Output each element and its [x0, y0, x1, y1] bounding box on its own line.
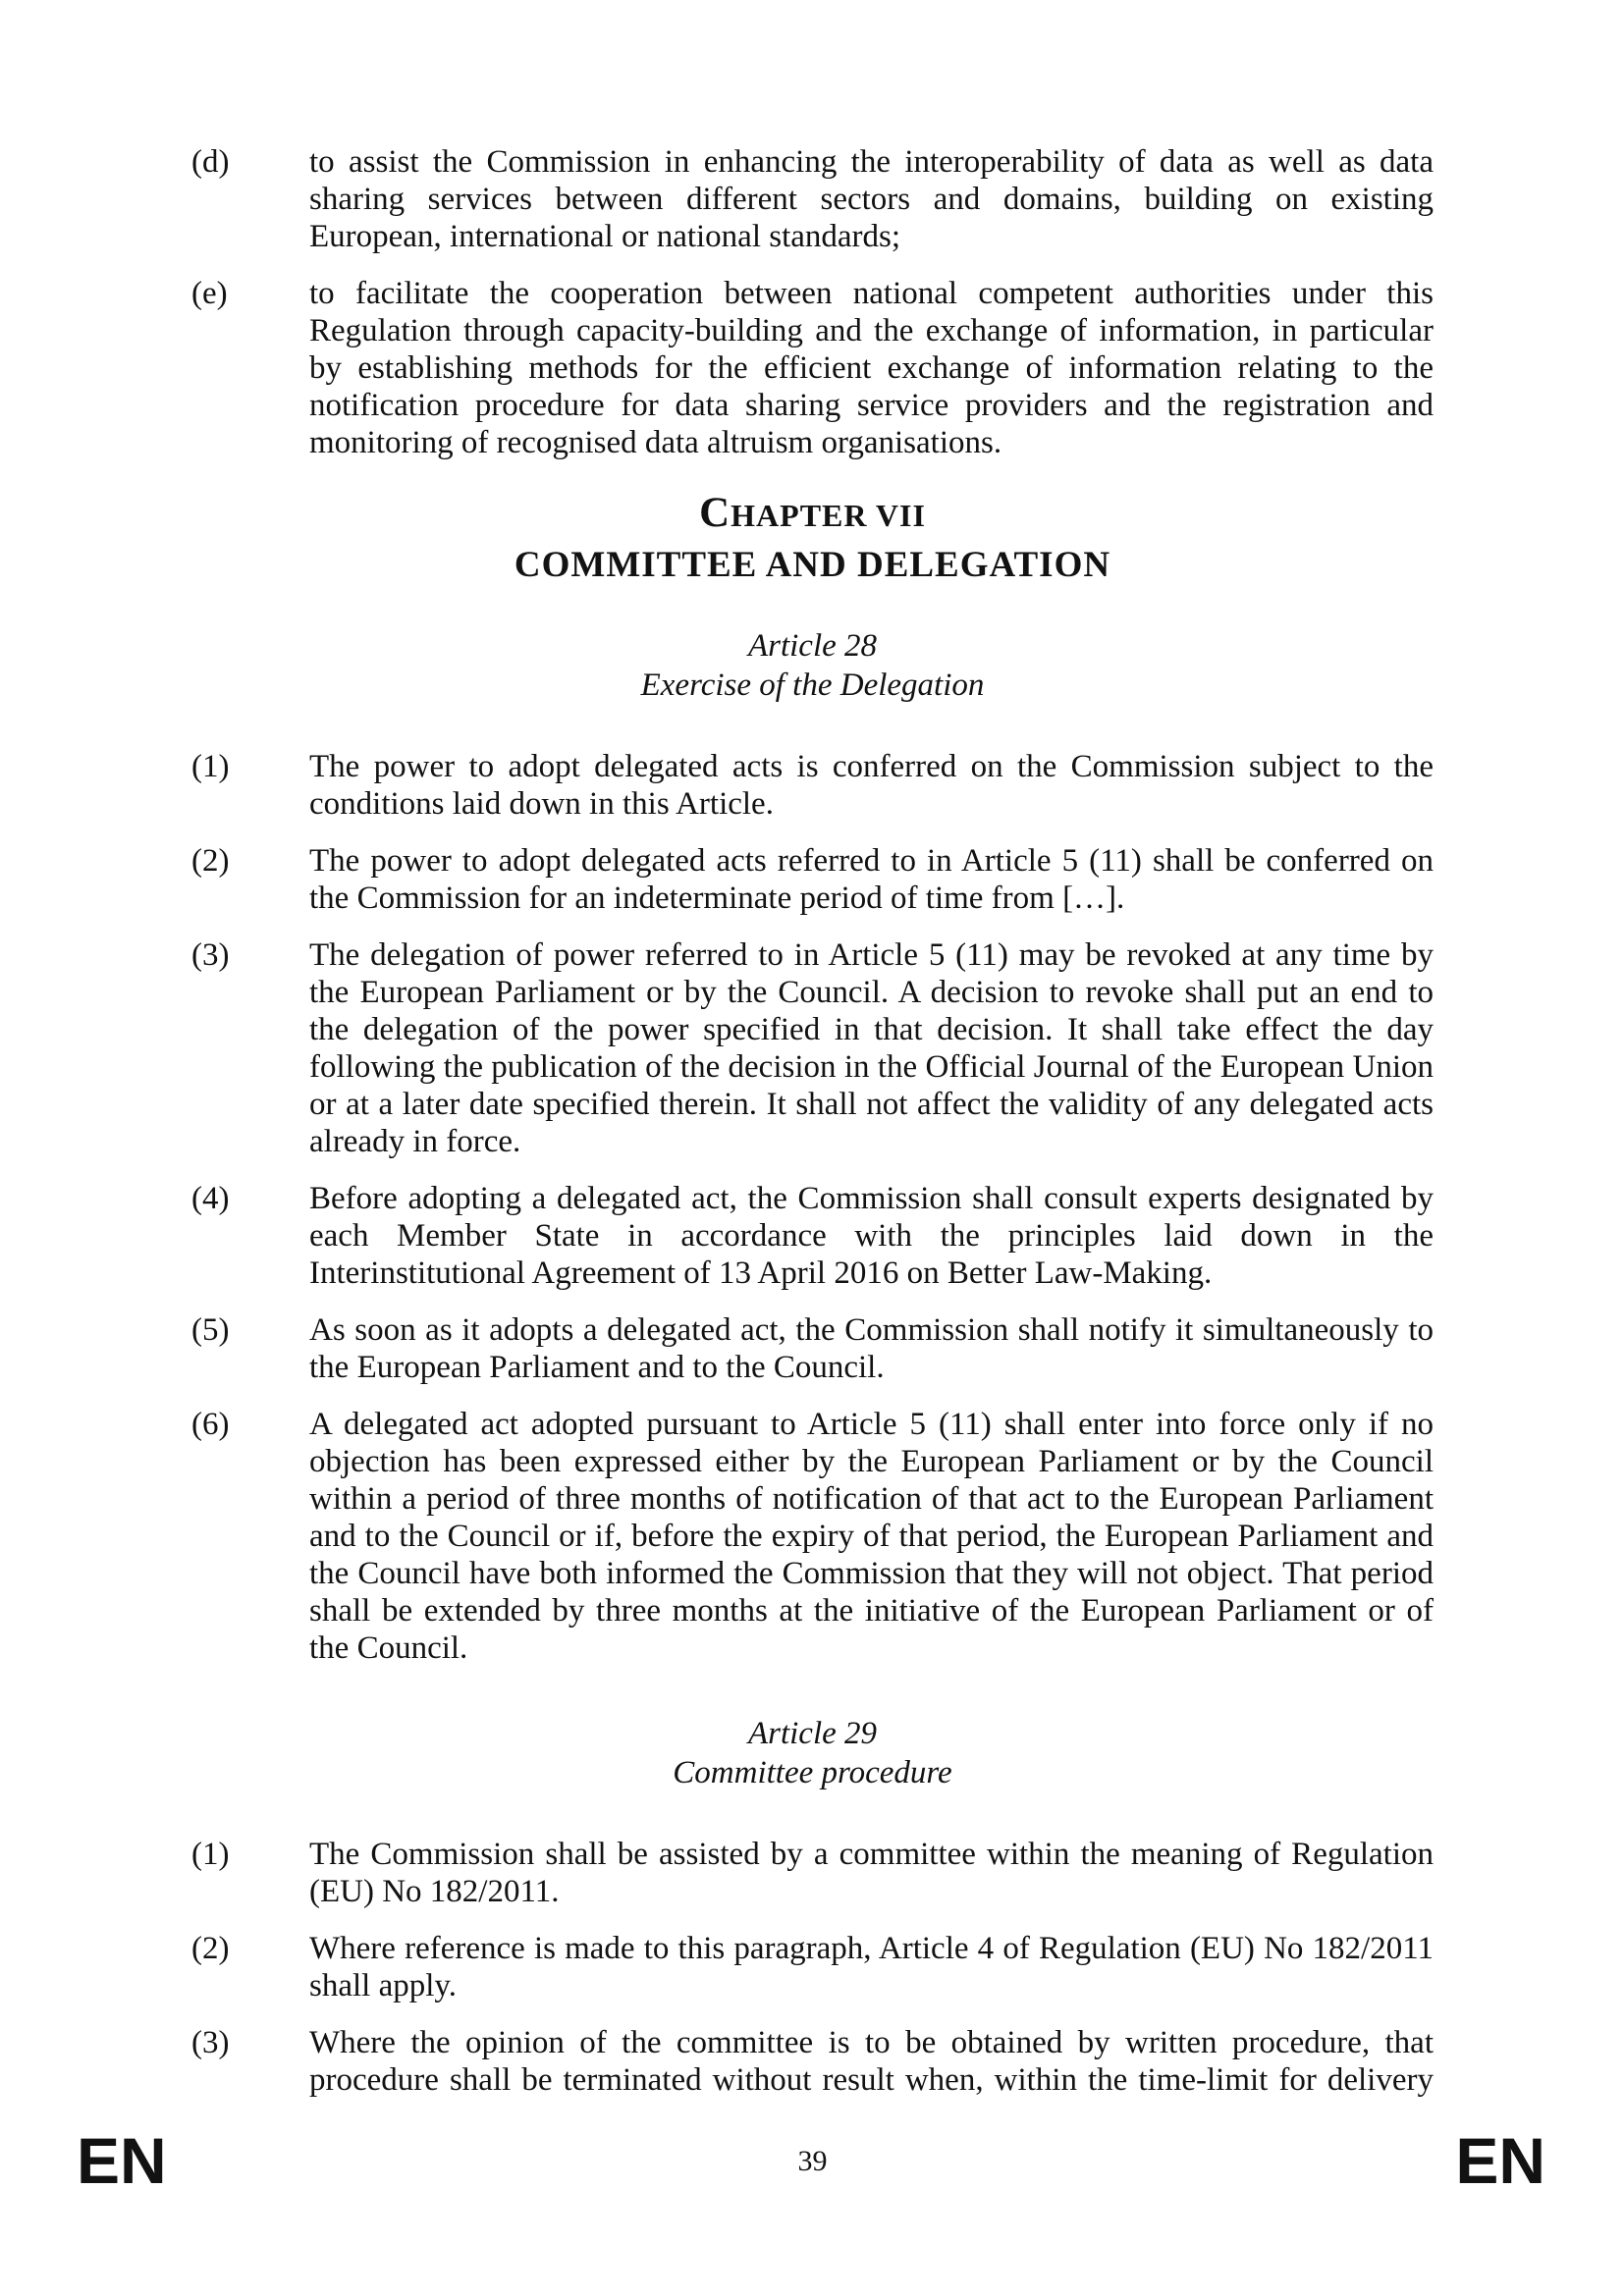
paragraph-label: (4)	[191, 1181, 230, 1216]
article-28-paragraph-3	[191, 936, 1434, 1160]
paragraph-text: A delegated act adopted pursuant to Article 5 (11) shall enter into force only if no objection has been expressed either by the European Parliament or by the Council within a period of three months of notification of that act to the European Parliament and to the Council or if, before the expiry of that period, the European Parliament and the Council have both informed the Commission that they will not object. That period shall be extended by three months at the initiative of the European Parliament or of the Council.	[309, 1407, 1434, 1666]
paragraph-label: (2)	[191, 1931, 230, 1966]
footer-language-left: EN	[77, 2124, 167, 2197]
footer-page-number: 39	[797, 2145, 828, 2177]
paragraph-label: (6)	[191, 1407, 230, 1442]
article-number: Article 28	[747, 628, 878, 664]
item-label: (d)	[191, 144, 230, 180]
paragraph-text: As soon as it adopts a delegated act, the Commission shall notify it simultaneously to the European Parliament and to the Council.	[309, 1312, 1434, 1385]
item-text: to facilitate the cooperation between national competent authorities under this Regulation through capacity-building and the exchange of information, in particular by establishing methods for the efficient exchange of information relating to the notification procedure for data sharing service providers and the registration and monitoring of recognised data altruism organisations.	[309, 276, 1434, 460]
paragraph-text: The delegation of power referred to in Article 5 (11) may be revoked at any time by the European Parliament or by the Council. A decision to revoke shall put an end to the delegation of the power specified in that decision. It shall take effect the day following the publication of the decision in the Official Journal of the European Union or at a later date specified therein. It shall not affect the validity of any delegated acts already in force.	[309, 937, 1434, 1159]
paragraph-text: The Commission shall be assisted by a committee within the meaning of Regulation (EU) No 182/2011.	[309, 1837, 1434, 1909]
article-title: Exercise of the Delegation	[640, 667, 985, 703]
article-number: Article 29	[747, 1716, 878, 1751]
article-29-paragraph-3	[191, 2024, 1434, 2099]
article-28-paragraph-1	[191, 748, 1434, 823]
chapter-title-heading: COMMITTEE AND DELEGATION	[514, 545, 1111, 585]
article-29-heading	[191, 1714, 1434, 1792]
paragraph-text: The power to adopt delegated acts referred to in Article 5 (11) shall be conferred on the Commission for an indeterminate period of time from […].	[309, 843, 1434, 916]
chapter-number-heading: CHAPTER VII	[699, 490, 926, 536]
article-title: Committee procedure	[673, 1755, 952, 1790]
paragraph-label: (2)	[191, 843, 230, 879]
paragraph-label: (3)	[191, 2025, 230, 2060]
paragraph-label: (1)	[191, 749, 230, 784]
paragraph-label: (5)	[191, 1312, 230, 1348]
paragraph-label: (3)	[191, 937, 230, 973]
paragraph-text: Before adopting a delegated act, the Commission shall consult experts designated by each Member State in accordance with the principles laid down in the Interinstitutional Agreement of 13 April 2016 on Better Law-Making.	[309, 1181, 1434, 1291]
article-29-paragraph-2	[191, 1930, 1434, 2004]
paragraph-text: Where the opinion of the committee is to be obtained by written procedure, that procedure shall be terminated without result when, within the time-limit for delivery	[309, 2025, 1434, 2098]
paragraph-label: (1)	[191, 1837, 230, 1872]
lettered-item-d	[191, 143, 1434, 255]
lettered-item-e	[191, 275, 1434, 461]
article-29-paragraph-1	[191, 1836, 1434, 1910]
item-text: to assist the Commission in enhancing the interoperability of data as well as data sharing services between different sectors and domains, building on existing European, international or national standards;	[309, 144, 1434, 254]
paragraph-text: Where reference is made to this paragraph, Article 4 of Regulation (EU) No 182/2011 shall apply.	[309, 1931, 1434, 2003]
footer-language-right: EN	[1455, 2124, 1545, 2197]
paragraph-text: The power to adopt delegated acts is conferred on the Commission subject to the conditions laid down in this Article.	[309, 749, 1434, 822]
article-28-heading	[191, 626, 1434, 705]
item-label: (e)	[191, 276, 228, 311]
article-28-paragraph-5	[191, 1311, 1434, 1386]
article-28-paragraph-4	[191, 1180, 1434, 1292]
article-28-paragraph-2	[191, 842, 1434, 917]
article-28-paragraph-6	[191, 1406, 1434, 1667]
